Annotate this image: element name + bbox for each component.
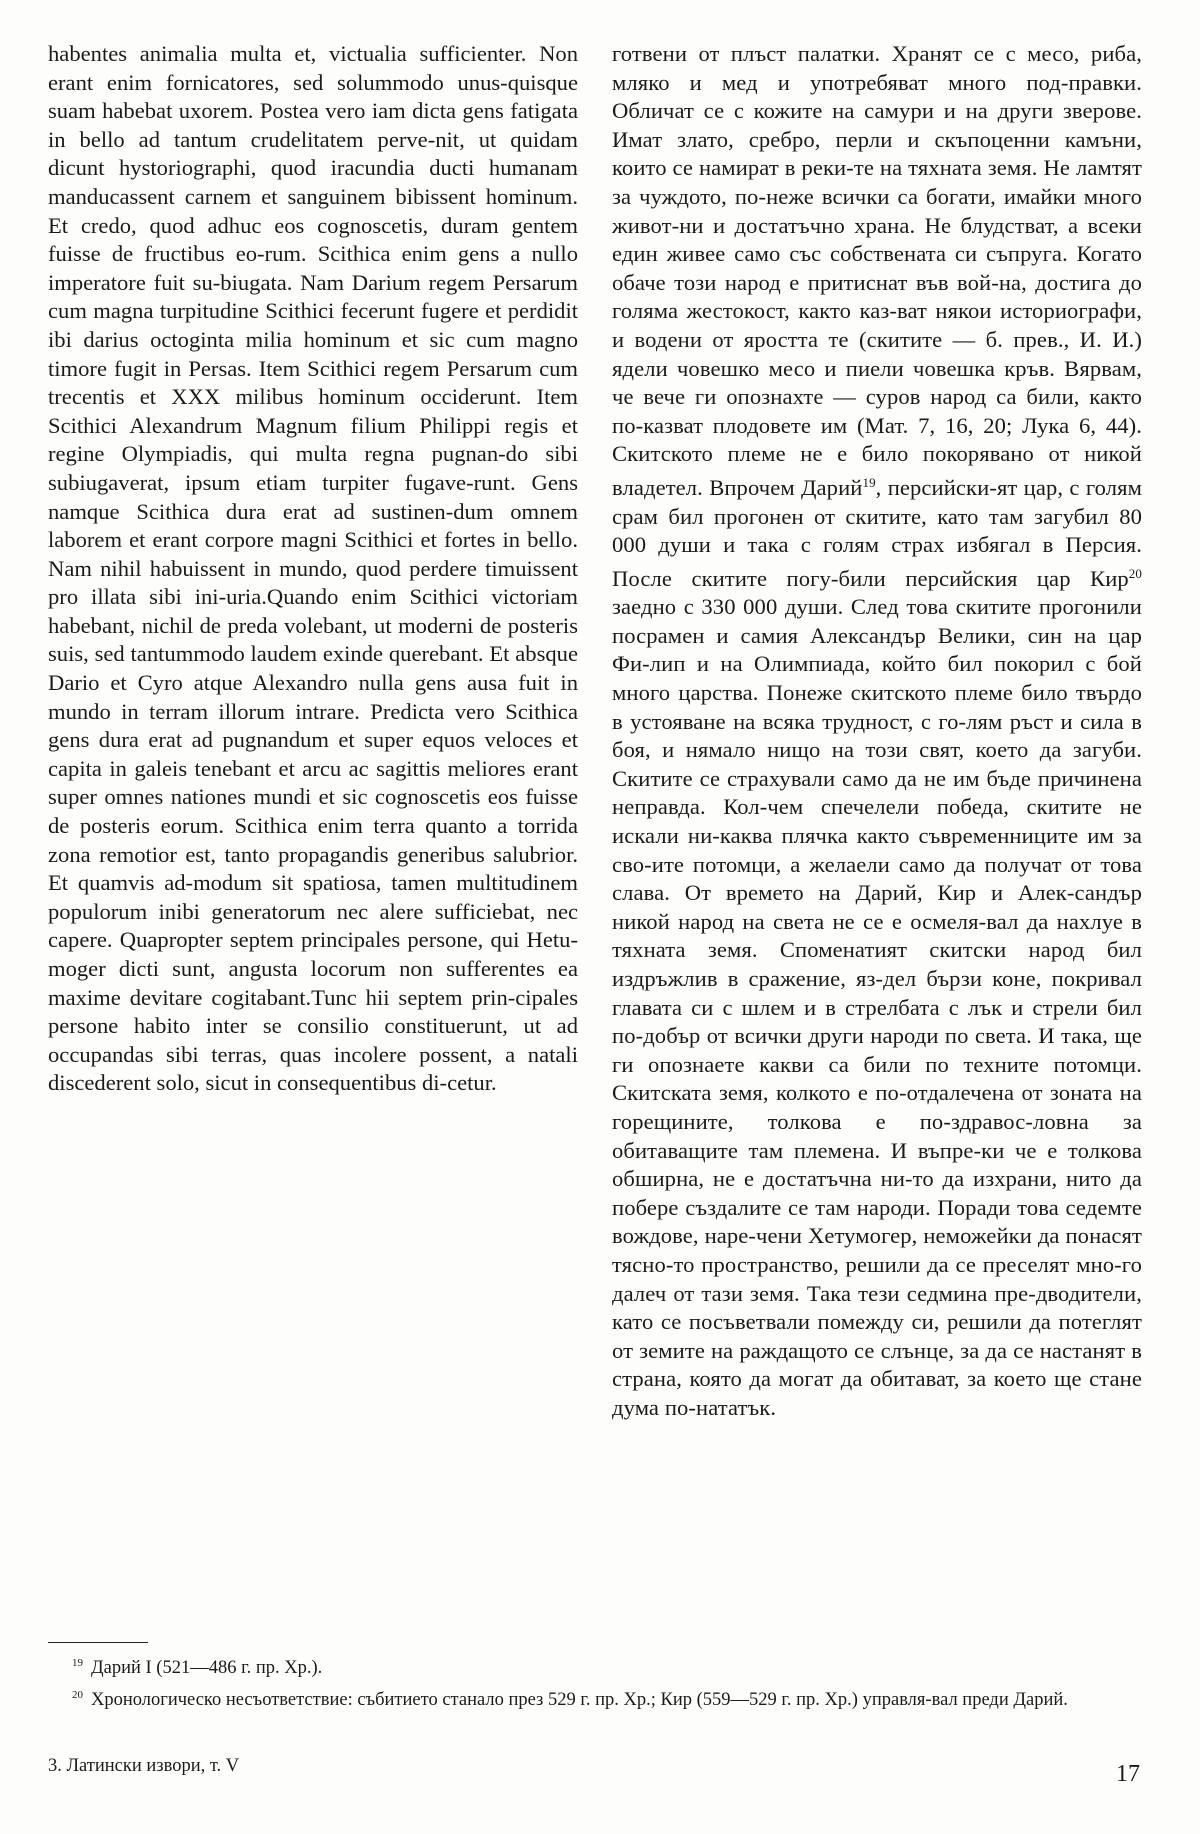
footnote-ref-20: 20	[1128, 565, 1142, 581]
translation-text-part-1: готвени от плъст палатки. Хранят се с месо, риба, мляко и мед и употребяват много под-правки. Обличат се с кожите на самури и на други зверове. Имат злато, сребро, перли и скъпоценни камъни, които се намират в реки-те на тяхната земя. Не ламтят за чуждото, по-неже всички са богати, имайки много живот-ни и достатъчно храна. Не блудстват, а всеки един живее само със собствената си съпруга. Когато обаче този народ е притиснат във вой-на, достига до голяма жестокост, както каз-ват някои историографи, и водени от яростта те (скитите — б. прев., И. И.) ядели човешко месо и пиели човешка кръв. Вярвам, че вече ги опознахте — суров народ са били, както по-казват плодовете им (Мат. 7, 16, 20; Лука 6, 44). Скитското племе не е било покорявано от никой владетел. Впрочем Дарий	[612, 41, 1142, 500]
signature-mark: 3. Латински извори, т. V	[48, 1756, 240, 1776]
bulgarian-translation-column	[612, 40, 1142, 1423]
page-number: 17	[1116, 1761, 1140, 1787]
footnotes	[48, 1650, 1148, 1714]
latin-text-column: habentes animalia multa et, victualia sufficienter. Non erant enim fornicatores, sed solummodo unus-quisque suam habebat uxorem. Postea vero iam dicta gens fatigata in bello ad tantum crudelitatem perve-nit, ut quidam dicunt hystoriographi, quod iracundia ducti humanam manducassent carnem et sanguinem bibissent hominum. Et credo, quod adhuc eos cognoscetis, duram gentem fuisse de fructibus eo-rum. Scithica enim gens a nullo imperatore fuit su-biugata. Nam Darium regem Persarum cum magna turpitudine Scithici fecerunt fugere et perdidit ibi darius octoginta milia hominum et sic cum magno timore fugit in Persas. Item Scithici regem Persarum cum trecentis et XXX milibus hominum occiderunt. Item Scithici Alexandrum Magnum filium Philippi regis et regine Olympiadis, qui multa regna pugnan-do sibi subiugaverat, ipsum etiam turpiter fugave-runt. Gens namque Scithica dura erat ad sustinen-dum omnem laborem et erant corpore magni Scithici et fortes in bello. Nam nihil habuissent in mundo, quod perdere timuissent pro illata sibi ini-uria.Quando enim Scithici victoriam habebant, nichil de preda volebant, ut moderni de posteris suis, sed tantummodo laudem exinde querebant. Et absque Dario et Cyro atque Alexandro nulla gens ausa fuit in mundo in terram illorum intrare. Predicta vero Scithica gens dura erat ad pugnandum et super equos veloces et capita in galeis tenebant et arcu ac sagittis meliores erant super omnes nationes mundi et sic cognoscetis eos fuisse de posteris eorum. Scithica enim terra quanto a torrida zona remotior est, tanto propagandis generibus salubrior. Et quamvis ad-modum sit spatiosa, tamen multitudinem populorum inibi generatorum nec alere sufficiebat, nec capere. Quapropter septem principales persone, qui Hetu-moger dicti sunt, angusta locorum non sufferentes ea maxime devitare cogitabant.Tunc hii septem prin-cipales persone habito inter se consilio constituerunt, ut ad occupandas sibi terras, quas incolere possent, a natali discederent solo, sicut in consequentibus di-cetur.	[48, 41, 578, 1096]
footnote-number: 19	[72, 1657, 83, 1669]
footnote-20	[48, 1682, 1148, 1714]
footnote-number: 20	[72, 1689, 83, 1701]
footnote-ref-19: 19	[862, 474, 876, 490]
footnote-text: Хронологическо несъответствие: събитието станало през 529 г. пр. Хр.; Кир (559—529 г. пр. Хр.) управля-вал преди Дарий.	[91, 1690, 1068, 1710]
footnote-text: Дарий I (521—486 г. пр. Хр.).	[91, 1658, 323, 1678]
footnote-separator	[48, 1642, 148, 1643]
footnote-19	[48, 1650, 1148, 1682]
translation-text-part-2: , персийски-ят цар, с голям срам бил прогонен от скитите, като там загубил 80 000 души и така с голям страх избягал в Персия. После скитите погу-били персийския цар Кир	[612, 474, 1143, 591]
translation-text-part-3: заедно с 330 000 души. След това скитите прогонили посрамен и самия Александър Велики, син на цар Фи-лип и на Олимпиада, който бил покорил с бой много царства. Понеже скитското племе било твърдо в устояване на всяка трудност, с го-лям ръст и сила в боя, и нямало нищо на този свят, което да загуби. Скитите се страхували само да не им бъде причинена неправда. Кол-чем спечелели победа, скитите не искали ни-каква плячка както съвременниците им за сво-ите потомци, а желаели само да получат от това слава. От времето на Дарий, Кир и Алек-сандър никой народ на света не се е осмеля-вал да нахлуе в тяхната земя. Споменатият скитски народ бил издръжлив в сражение, яз-дел бързи коне, покривал главата си с шлем и в стрелбата с лък и стрели бил по-добър от всички други народи по света. И така, ще ги опознаете какви са били по техните потомци. Скитската земя, колкото е по-отдалечена от зоната на горещините, толкова е по-здравос-ловна за обитаващите там племена. И въпре-ки че е толкова обширна, не е достатъчна ни-то да изхрани, нито да побере създалите се там народи. Поради това седемте вождове, наре-чени Хетумогер, неможейки да понасят тясно-то пространство, решили да се преселят мно-го далеч от тази земя. Така тези седмина пре-дводители, като се посъветвали помежду си, решили да потеглят от земите на раждащото се слънце, за да се настанят в страна, която да могат да обитават, за което ще стане дума по-нататък.	[612, 594, 1142, 1420]
